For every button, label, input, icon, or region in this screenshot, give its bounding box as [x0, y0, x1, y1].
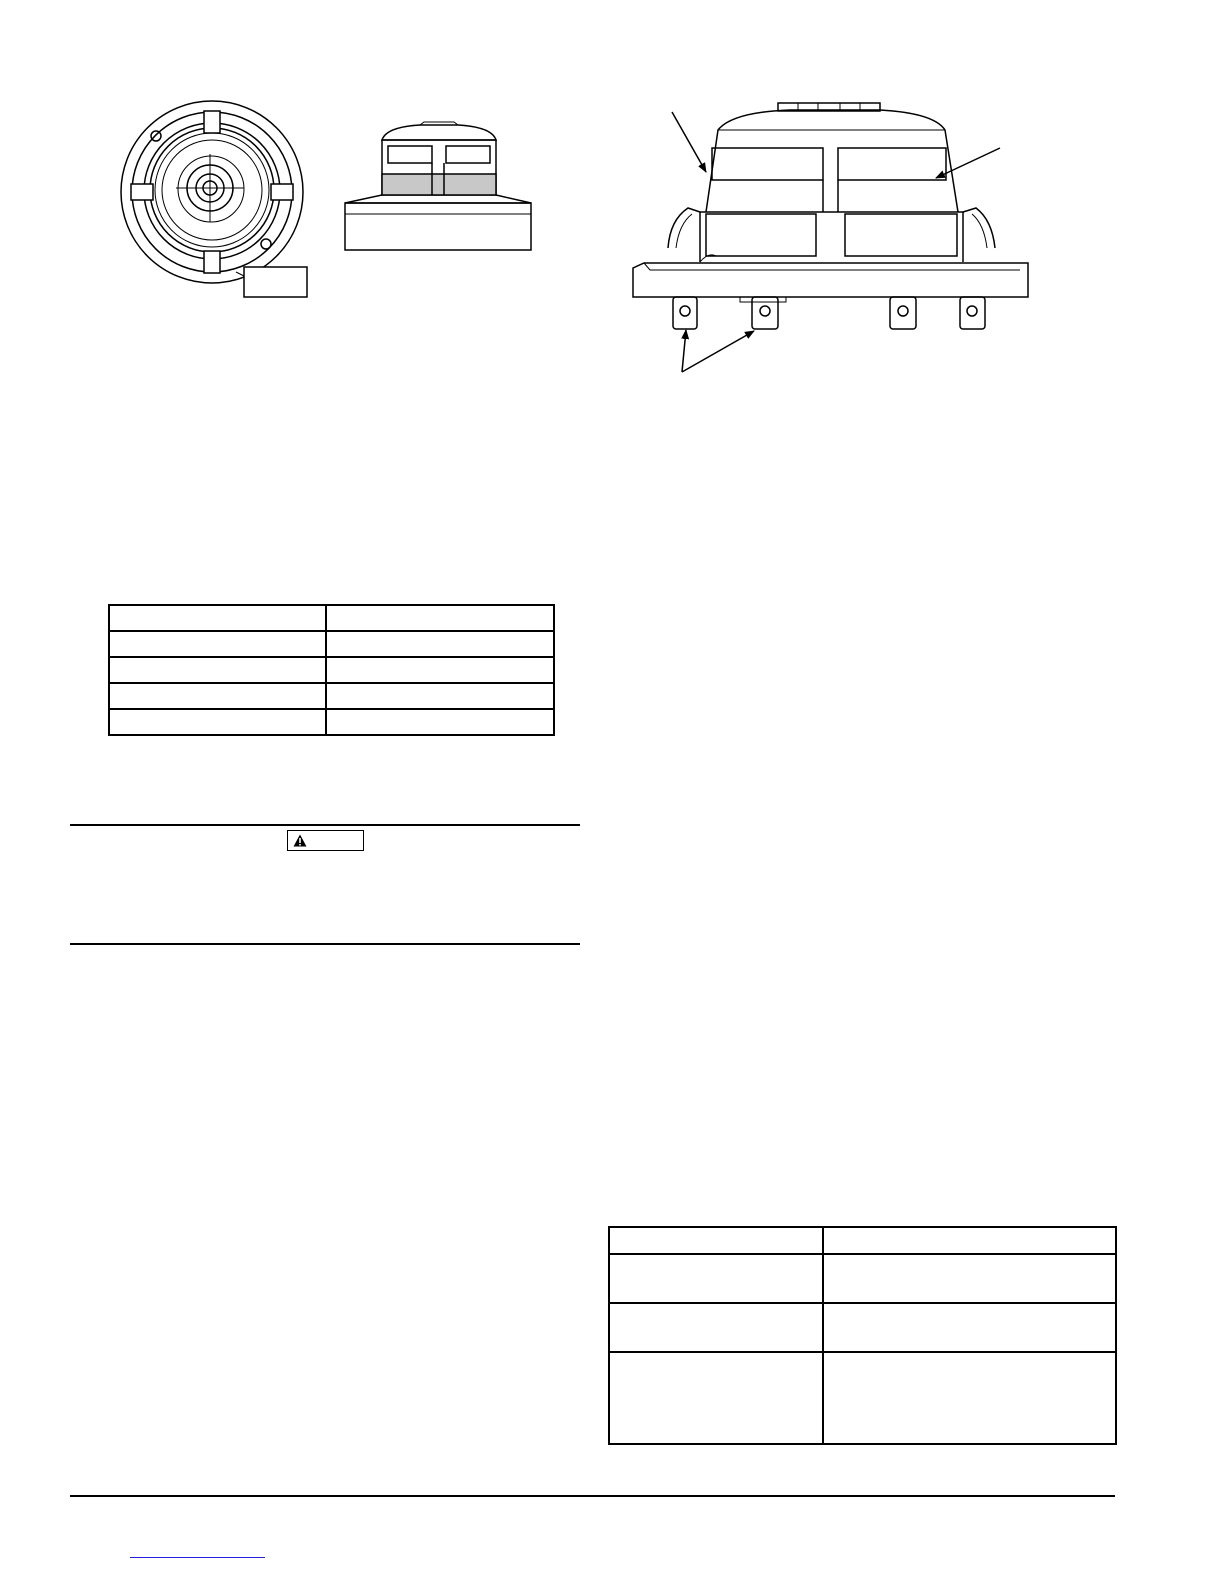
table-cell: [823, 1303, 1116, 1352]
table-cell: [326, 657, 554, 683]
leader-arrow: [682, 331, 754, 372]
leader-arrow: [682, 330, 686, 372]
label-box: [244, 267, 307, 297]
detector-side-view: [345, 122, 531, 250]
side-shaded-band: [382, 174, 496, 195]
table-cell: [326, 709, 554, 735]
warning-bottom-rule: [70, 943, 580, 945]
table-cell: [109, 709, 326, 735]
table-cell: [823, 1254, 1116, 1303]
base-assembly-view: [633, 103, 1028, 372]
upper-body: [706, 110, 958, 212]
footer-link[interactable]: [130, 1544, 265, 1558]
right-rib: [271, 184, 293, 200]
lower-panel-left: [706, 214, 816, 256]
bracket-left: [668, 208, 700, 248]
side-window: [388, 146, 432, 163]
body-window-right: [838, 148, 946, 180]
table-row: [609, 1254, 1116, 1303]
table-cell: [109, 657, 326, 683]
warning-badge: [287, 830, 364, 851]
base-plate: [633, 263, 1028, 297]
table-header-cell: [326, 605, 554, 631]
table-cell: [609, 1352, 823, 1444]
terminal-tab: [890, 297, 916, 329]
table-2: [608, 1226, 1117, 1445]
table-cell: [109, 631, 326, 657]
table-row: [109, 631, 554, 657]
side-window: [446, 146, 490, 163]
table-header-row: [609, 1227, 1116, 1254]
table-row: [609, 1352, 1116, 1444]
table-cell: [823, 1352, 1116, 1444]
figures-area: [0, 0, 1225, 420]
table-cell: [326, 683, 554, 709]
terminal-tab: [673, 297, 697, 329]
table-header-row: [109, 605, 554, 631]
top-rib: [204, 111, 220, 133]
lower-panel-right: [845, 214, 957, 256]
table-header-cell: [109, 605, 326, 631]
body-window-left: [712, 148, 823, 180]
table-1: [108, 604, 555, 736]
table-cell: [609, 1254, 823, 1303]
leader-arrow: [672, 112, 706, 172]
side-base: [345, 203, 531, 250]
side-dome: [382, 125, 496, 140]
table-row: [109, 683, 554, 709]
table-row: [109, 709, 554, 735]
footer-rule: [70, 1495, 1115, 1497]
bottom-rib: [204, 251, 220, 273]
terminal-tab: [960, 297, 985, 329]
warning-top-rule: [70, 824, 580, 826]
table-header-cell: [823, 1227, 1116, 1254]
mounting-hole: [151, 131, 161, 141]
mounting-hole: [261, 239, 271, 249]
table-header-cell: [609, 1227, 823, 1254]
table-cell: [109, 683, 326, 709]
table-cell: [609, 1303, 823, 1352]
table-cell: [326, 631, 554, 657]
table-row: [609, 1303, 1116, 1352]
warning-icon: [293, 834, 307, 847]
left-rib: [131, 184, 153, 200]
detector-top-view: [121, 101, 307, 297]
bracket-right: [963, 208, 995, 248]
side-skirt: [345, 195, 531, 203]
table-row: [109, 657, 554, 683]
